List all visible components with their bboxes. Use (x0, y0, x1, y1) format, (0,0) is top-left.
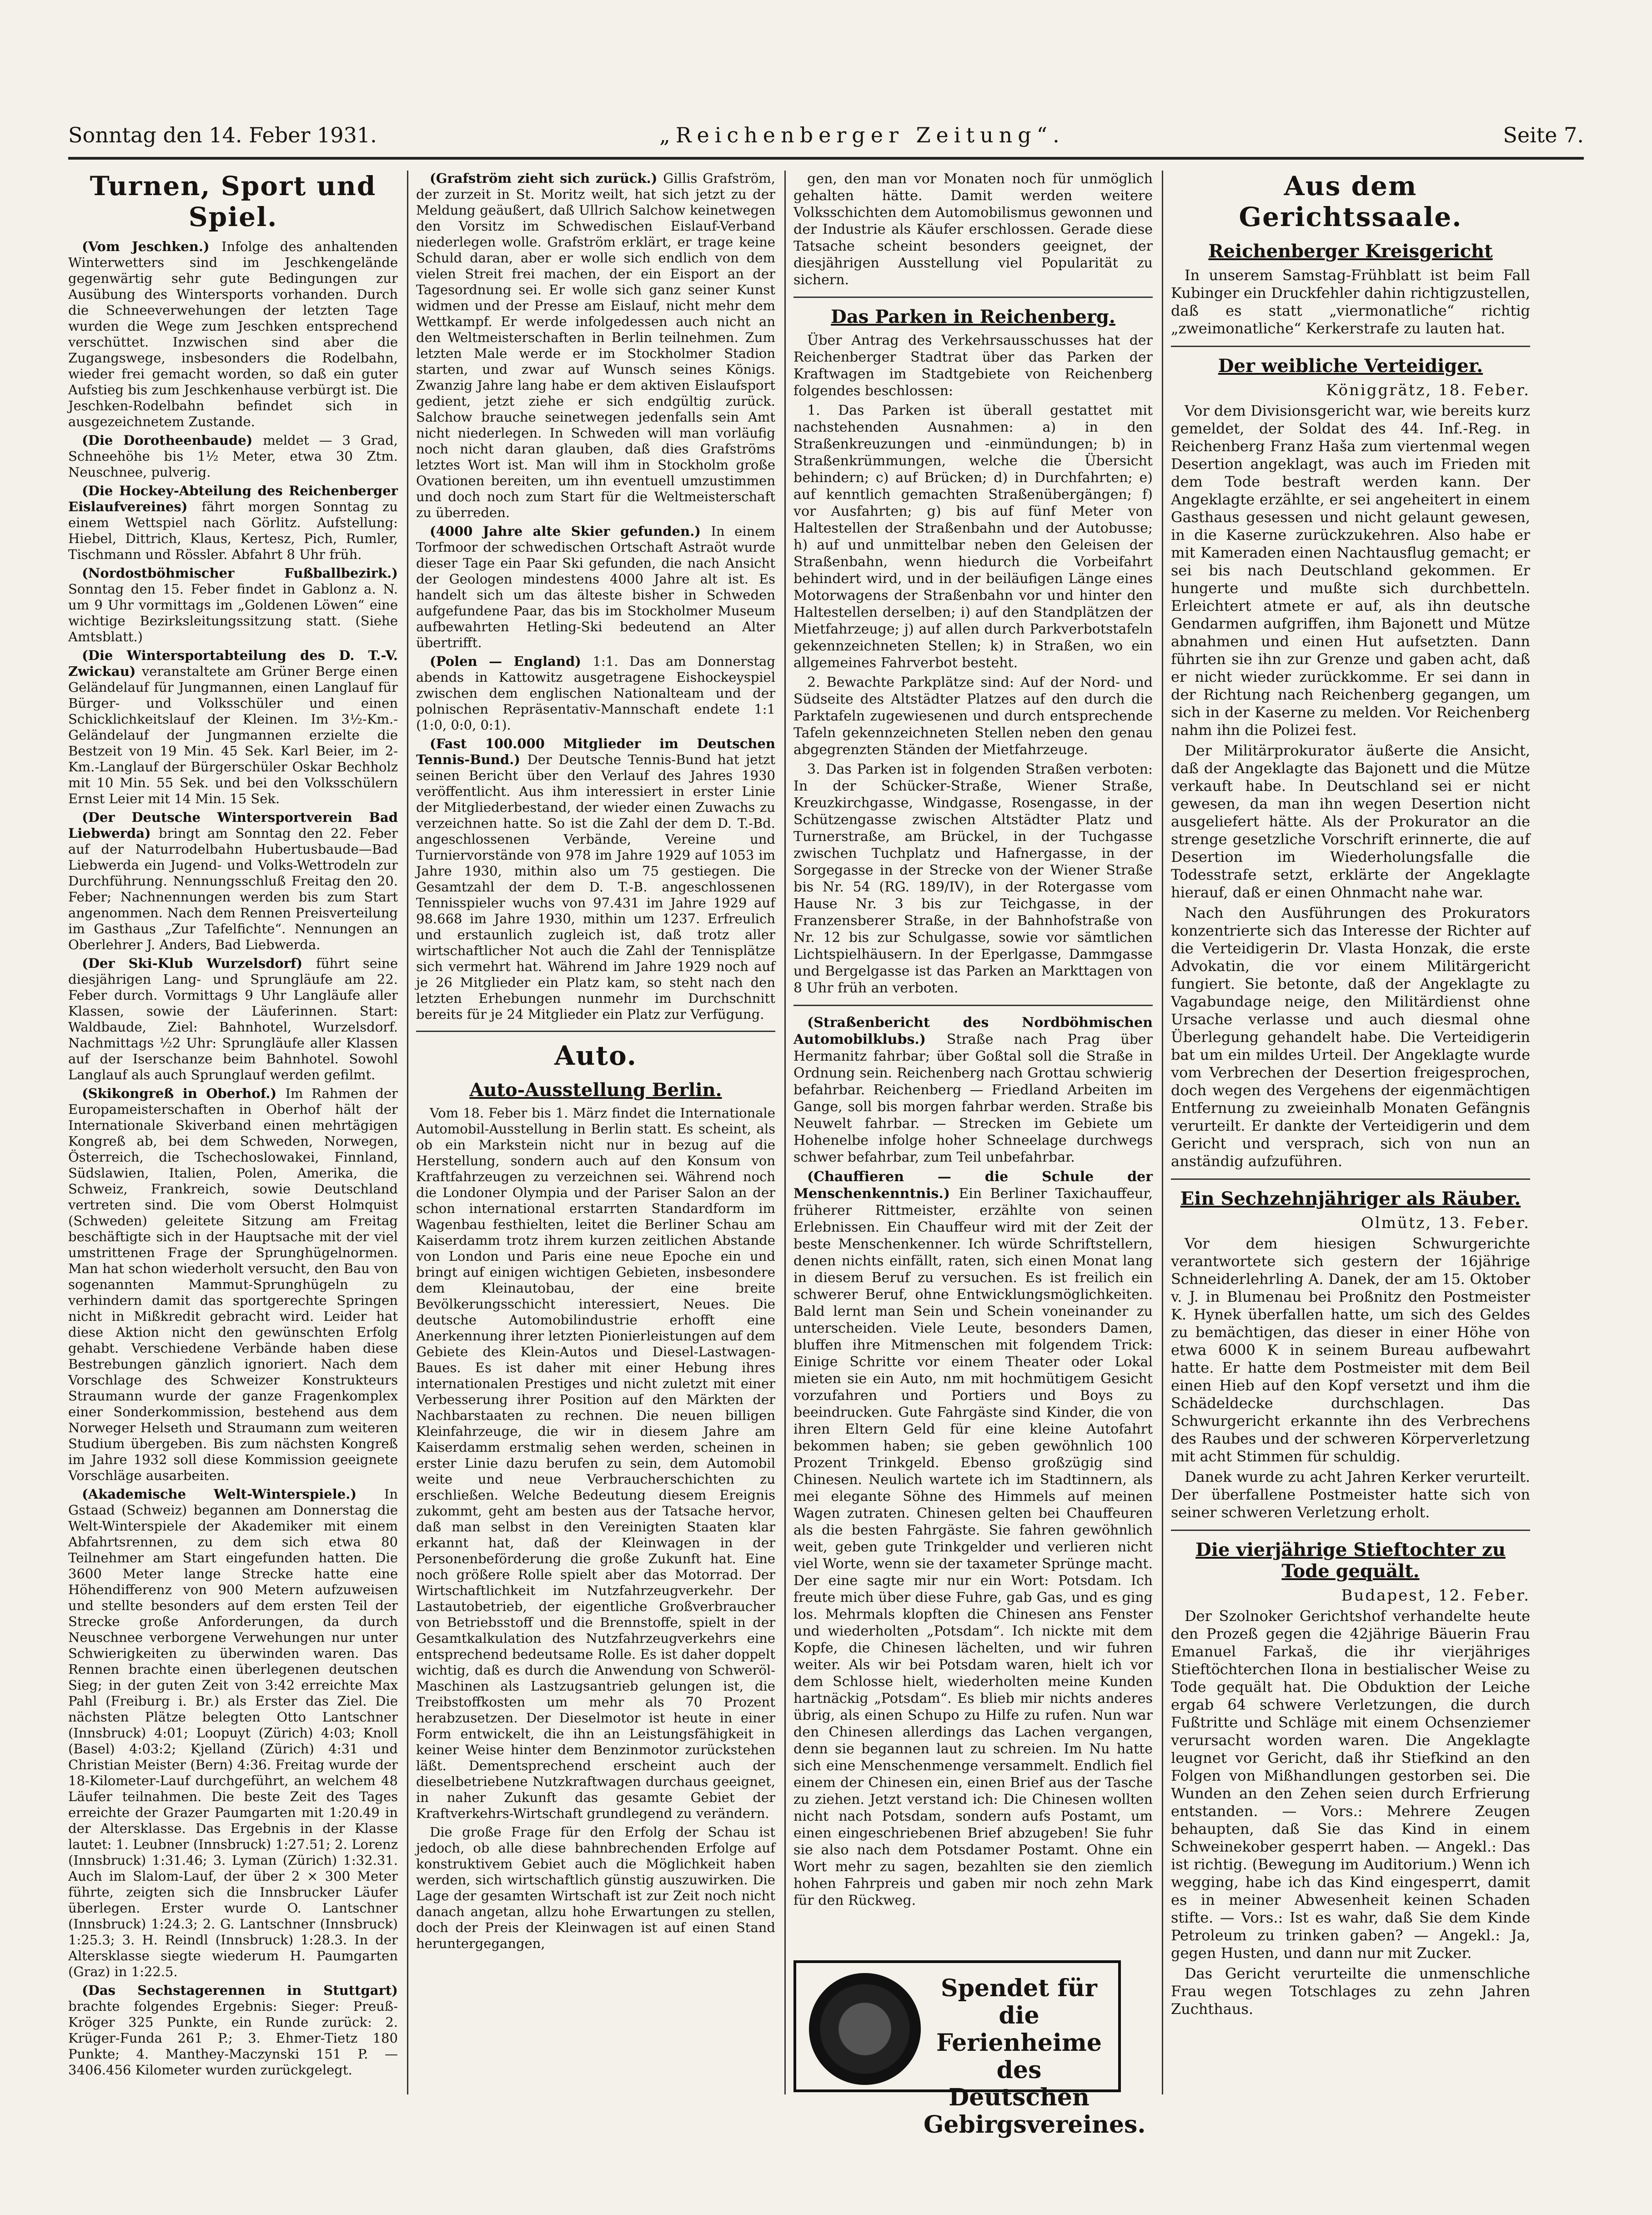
column-1 (68, 171, 398, 2081)
paragraph-text: In einem Torfmoor der schwedischen Ortschaft Astraöt wurde dieser Tage ein Paar Ski gefunden, die nach Ansicht der Geologen mindestens 4000 Jahre alt ist. Es handelt sich um das älteste bisher in Schweden aufgefundene Paar, das bis im Stockholmer Museum aufbewahrten Hetling-Ski bedeutend an Alter übertrifft. (416, 524, 775, 650)
paragraph-lead: (Die Wintersportabteilung des D. T.-V. Zwickau) (68, 648, 398, 679)
column-4 (1171, 171, 1530, 2021)
article-paragraph: Der Militärprokurator äußerte die Ansicht, daß der Angeklagte das Bajonett und die Mütze verkauft habe. In Deutschland sei er nicht gewesen, da man ihn wegen Desertion nicht ausgeliefert hätte. Als der Prokurator an die strenge gesetzliche Vorschrift erinnerte, die auf Desertion im Wiederholungsfalle die Todesstrafe setzt, erklärte der Angeklagte hierauf, daß er einen Ohnmacht nahe war. (1171, 742, 1530, 901)
paragraph-text: Vom 18. Feber bis 1. März findet die Internationale Automobil-Ausstellung in Berlin statt. Es scheint, als ob ein Markstein nicht nur in bezug auf die Herstellung, sondern auch auf den Konsum von Kraftfahrzeugen zu verzeichnen sei. Während noch die Londoner Olympia und der Pariser Salon an der schon international erstarrten Standardform im Wagenbau festhielten, leitet die Berliner Schau am Kaiserdamm trotz ihrem kurzen zeitlichen Abstande von London und Paris eine neue Epoche ein und bringt auf einigen wichtigen Gebieten, insbesondere dem Kleinautobau, der eine breite Bevölkerungsschicht interessiert, Neues. Die deutsche Automobilindustrie erhofft eine Anerkennung ihrer letzten Pionierleistungen auf dem Gebiete des Klein-Autos und Diesel-Lastwagen-Baues. Es ist daher mit einer Hebung ihres internationalen Prestiges und nicht zuletzt mit einer Verbesserung ihrer Position auf den Märkten der Nachbarstaaten zu rechnen. Die neuen billigen Kleinfahrzeuge, die wir in diesem Jahre am Kaiserdamm erstmalig sehen werden, scheinen in erster Linie dazu berufen zu sein, dem Automobil weite und neue Verbraucherschichten zu erschließen. Welche Bedeutung diesem Ereignis zukommt, geht am besten aus der Tatsache hervor, daß man selbst in den Vereinigten Staaten klar erkannt hat, daß der Kleinwagen in der Personenbeförderung die große Zukunft hat. Eine noch größere Rolle spielt aber das Motorrad. Der Wirtschaftlichkeit im Nutzfahrzeugverkehr. Der Lastautobetrieb, der eigentliche Großverbraucher von Betriebsstoff und die Brennstoffe, spielt in der Gesamtkalkulation des Nutzfahrzeugverkehrs eine entsprechend bedeutsame Rolle. Es ist daher doppelt wichtig, daß es durch die Anwendung von Schweröl-Maschinen als Lastzugsantrieb gelungen ist, die Treibstoffkosten um mehr als 70 Prozent herabzusetzen. Der Dieselmotor ist heute in einer Form entwickelt, die ihn an Leistungsfähigkeit in keiner Weise hinter dem Benzinmotor zurückstehen läßt. Dementsprechend erscheint auch der dieselbetriebene Nutzkraftwagen durchaus geeignet, in naher Zukunft das gesamte Gebiet der Kraftverkehrs-Wirtschaft grundlegend zu verändern. (416, 1105, 775, 1821)
paragraph-text: veranstaltete am Grüner Berge einen Geländelauf für Jungmannen, einen Langlauf für Bürger- und Volksschüler und einen Schicklichkeitslauf der Kleinen. Im 3½-Km.-Geländelauf der Jungmannen erzielte die Bestzeit von 19 Min. 45 Sek. Karl Beier, im 2-Km.-Langlauf der Bürgerschüler Oskar Bechholz mit 10 Min. 55 Sek. und bei den Volksschülern Ernst Leier mit 14 Min. 15 Sek. (68, 664, 398, 806)
article-paragraph (793, 1014, 1153, 1166)
dateline: Königgrätz, 18. Feber. (1326, 381, 1530, 399)
article-paragraph: Danek wurde zu acht Jahren Kerker verurteilt. Der überfallene Postmeister hatte sich von seiner schweren Verletzung erholt. (1171, 1468, 1530, 1521)
paragraph-lead: (Nordostböhmischer Fußballbezirk.) (82, 565, 398, 581)
column-2 (416, 171, 775, 1954)
column-separator (1162, 171, 1163, 2094)
auto-article-body (416, 1105, 775, 1952)
paragraph-text: Über Antrag des Verkehrsausschusses hat der Reichenberger Stadtrat über das Parken der Kraftwagen im Stadtgebiete von Reichenberg folgendes beschlossen: (793, 332, 1153, 399)
article-paragraph (68, 239, 398, 430)
paragraph-text: Gillis Grafström, der zurzeit in St. Moritz weilt, hat sich jetzt zu der Meldung geäußert, daß Ullrich Salchow keinetwegen den Vorsitz im Schwedischen Eislauf-Verband niederlegen wolle. Grafström erklärt, er trage keine Schuld daran, aber er wolle sich endlich von dem vielen Streit frei machen, der ein Eisport an der Tagesordnung sei. Er wolle sich ganz seiner Kunst widmen und der Presse am Eislauf, nicht mehr dem Wettkampf. Er werde infolgedessen auch nicht an den Weltmeisterschaften in Berlin teilnehmen. Zum letzten Male werde er im Stockholmer Stadion starten, und zwar auf Wunsch seines Königs. Zwanzig Jahre lang habe er dem aktiven Eislaufsport gedient, jetzt ziehe er sich endgültig zurück. Salchow brauche seinetwegen jedenfalls sein Amt nicht niederlegen. In Schweden will man vorläufig noch nicht daran glauben, daß dies Grafströms letztes Wort ist. Man will ihm in Stockholm große Ovationen bereiten, um ihn eventuell umzustimmen und doch noch zum Start für die Weltmeisterschaft zu überreden. (416, 171, 775, 520)
column-separator (407, 171, 408, 2094)
paragraph-text: Die große Frage für den Erfolg der Schau ist jedoch, ob alle diese bahnbrechenden Erfolge auf konstruktivem Gebiet auch die Möglichkeit haben werden, sich wirtschaftlich günstig auszuwirken. Die Lage der gesamten Wirtschaft ist zur Zeit noch nicht danach angetan, allzu hohe Erwartungen zu stellen, doch der Preis der Kleinwagen ist auf einen Stand heruntergegangen, (416, 1824, 775, 1951)
header-date: Sonntag den 14. Feber 1931. (68, 123, 377, 147)
advertisement-box (793, 1960, 1146, 2139)
article-paragraph: Vor dem Divisionsgericht war, wie bereits kurz gemeldet, der Soldat des 44. Inf.-Reg. in Reichenberg Franz Haša zum viertenmal wegen Desertion angeklagt, was auch im Frieden mit dem Tode bestraft werden kann. Der Angeklagte erzählte, er sei angeheitert in einem Gasthaus gesessen und nicht gelaunt gewesen, in die Kaserne zurückzukehren. Also habe er mit Kameraden einen Nachtausflug gemacht; er sei bis nach Deutschland gekommen. Er hungerte und mußte sich durchbetteln. Erleichtert atmete er auf, als ihn deutsche Gendarmen aufgriffen, ihm Bajonett und Mütze abnahmen und einen Hut aufsetzten. Dann führten sie ihn zur Grenze und gaben acht, daß er nicht wieder zurückkomme. Er sei dann in der Richtung nach Reichenberg gegangen, um sich in der Kaserne zu melden. Vor Reichenberg nahm ihn die Polizei fest. (1171, 402, 1530, 739)
paragraph-text: bringt am Sonntag den 22. Feber auf der Naturrodelbahn Hubertusbaude—Bad Liebwerda ein Jugend- und Volks-Wettrodeln zur Durchführung. Nennungsschluß Freitag den 20. Feber; Nachnennungen werden bis zum Start angenommen. Nach dem Rennen Preisverteilung im Gasthaus „Zur Tafelfichte“. Nennungen an Oberlehrer J. Anders, Bad Liebwerda. (68, 826, 398, 952)
article-paragraph (793, 1168, 1153, 1909)
ad-line: Ferienheime (936, 2029, 1102, 2057)
paragraph-lead: (Akademische Welt-Winterspiele.) (82, 1486, 384, 1502)
section-title-court: Aus dem Gerichtssaale. (1239, 171, 1462, 232)
paragraph-lead: (Die Dorotheenbaude) (82, 433, 263, 448)
article-paragraph (793, 761, 1153, 997)
article-paragraph (793, 332, 1153, 399)
article-paragraph (68, 1086, 398, 1484)
edelweiss-seal-icon (809, 1973, 921, 2085)
header-rule (68, 157, 1584, 160)
paragraph-text: Ein Berliner Taxichauffeur, früherer Rittmeister, erzählte von seinen Erlebnissen. Ein Chauffeur wird mit der Zeit der beste Menschenkenner. Ich würde Schriftstellern, denen nichts einfällt, raten, sich einen Monat lang in diesem Beruf zu versuchen. Es ist freilich ein schwerer Beruf, ohne Entwicklungsmöglichkeiten. Bald lernt man Sein und Schein voneinander zu unterscheiden. Viele Leute, besonders Damen, bluffen ihre Mitmenschen mit folgendem Trick: Einige Schritte vor einem Theater oder Lokal mieten sie ein Auto, nm mit hochmütigem Gesicht vorzufahren und Portiers und Boys zu beeindrucken. Gute Fahrgäste sind Kinder, die von ihren Eltern Geld für eine kleine Autofahrt bekommen haben; sie geben gewöhnlich 100 Prozent Trinkgeld. Ebenso großzügig sind Chinesen. Neulich wartete ich im Stadtinnern, als mei elegante Söhne des Himmels auf meinen Wagen zutraten. Chinesen gelten bei Chauffeuren als die besten Fahrgäste. Sie fahren gewöhnlich weit, geben gute Trinkgelder und verlieren nicht viel Worte, wenn sie der taxameter Sprünge macht. Der eine sagte mir nur ein Wort: Potsdam. Ich freute mich über diese Fuhre, gab Gas, und es ging los. Mehrmals klopften die Chinesen ans Fenster und wiederholten „Potsdam“. Ich nickte mit dem Kopfe, die Chinesen lächelten, und wir fuhren weiter. Als wir bei Potsdam waren, hielt ich vor dem Schlosse hielt, wiederholten meine Kunden hartnäckig „Potsdam“. Es blieb mir nichts anderes übrig, als einen Schupo zu Hilfe zu rufen. Nun war den Chinesen allerdings das Lachen vergangen, denn sie begannen laut zu schreien. Im Nu hatte sich eine Menschenmenge versammelt. Endlich fiel einem der Chinesen ein, einen Brief aus der Tasche zu ziehen. Jetzt verstand ich: Die Chinesen wollten nicht nach Potsdam, sondern aufs Postamt, um einen eingeschriebenen Brief abzugeben! Sie fuhr sie also nach dem Potsdamer Postamt. Ohne ein Wort mehr zu sagen, bezahlten sie den ziemlich hohen Fahrpreis und gaben mir noch zehn Mark für den Rückweg. (793, 1186, 1153, 1908)
parking-article-body (793, 332, 1153, 997)
column-3-bottom-paragraphs (793, 1014, 1153, 1909)
paragraph-text: Straße nach Prag über Hermanitz fahrbar; über Goßtal soll die Straße in Ordnung sein. Reichenberg nach Grottau schwierig befahrbar. Reichenberg — Friedland Arbeiten im Gange, soll bis morgen fahrbar werden. Straße bis Neuwelt fahrbar. — Strecken im Gebiete um Hohenelbe infolge hoher Schneelage durchwegs schwer befahrbar, zum Teil unbefahrbar. (793, 1032, 1153, 1165)
paragraph-lead: (Der Ski-Klub Wurzelsdorf) (82, 956, 316, 971)
page-header (68, 123, 1584, 155)
paragraph-text: gen, den man vor Monaten noch für unmöglich gehalten hätte. Damit werden weitere Volksschichten dem Automobilismus gewonnen und der Industrie als Käufer erschlossen. Gerade diese Tatsache scheint besonders geeignet, der diesjährigen Ausstellung viel Popularität zu sichern. (793, 171, 1153, 288)
article-paragraph (68, 1486, 398, 1980)
article-paragraph (416, 1105, 775, 1822)
column-3-top-paragraphs (793, 171, 1153, 288)
column-separator (784, 171, 786, 2094)
advertisement-text (924, 1974, 1146, 2139)
section-title-auto: Auto. (554, 1040, 637, 1071)
article-paragraph (68, 810, 398, 953)
paragraph-lead: (Grafström zieht sich zurück.) (430, 171, 663, 186)
sixteen-year-old-body (1171, 1235, 1530, 1521)
paragraph-lead: (Der Deutsche Wintersportverein Bad Liebwerda) (68, 810, 398, 841)
article-paragraph: In unserem Samstag-Frühblatt ist beim Fall Kubinger ein Druckfehler dahin richtigzustellen, daß es statt „viermonatliche“ richtig „zweimonatliche“ Kerkerstrafe zu lauten hat. (1171, 267, 1530, 337)
article-paragraph (68, 565, 398, 645)
divider (793, 297, 1153, 298)
article-paragraph (416, 171, 775, 521)
article-paragraph (416, 654, 775, 733)
article-paragraph (68, 1983, 398, 2078)
column-3 (793, 171, 1153, 1912)
article-title-parking: Das Parken in Reichenberg. (831, 306, 1115, 327)
ad-line: Gebirgsvereines. (924, 2111, 1146, 2139)
paragraph-text: fährt morgen Sonntag zu einem Wettspiel nach Görlitz. Aufstellung: Hiebel, Dittrich, Klaus, Kertesz, Pich, Rumler, Tischmann und Rössler. Abfahrt 8 Uhr früh. (68, 499, 398, 562)
article-title-court-reichenberg: Reichenberger Kreisgericht (1208, 241, 1493, 262)
article-paragraph (793, 402, 1153, 671)
paragraph-text: Sonntag den 15. Feber findet in Gablonz a. N. um 9 Uhr vormittags im „Goldenen Löwen“ eine wichtige Bezirksleitungssitzung statt. (Siehe Amtsblatt.) (68, 581, 398, 644)
article-paragraph (68, 433, 398, 480)
paragraph-text: führt seine diesjährigen Lang- und Sprungläufe am 22. Feber durch. Vormittags 9 Uhr Langläufe aller Klassen, sowie der Läuferinnen. Start: Waldbaude, Ziel: Bahnhotel, Wurzelsdorf. Nachmittags ½2 Uhr: Sprungläufe aller Klassen auf der Iserschanze beim Bahnhotel. Sowohl Langlauf als auch Sprunglauf werden gefilmt. (68, 956, 398, 1082)
female-defender-body (1171, 402, 1530, 1170)
article-title-auto-exhibition: Auto-Ausstellung Berlin. (469, 1079, 722, 1101)
article-paragraph (416, 524, 775, 651)
paragraph-text: 3. Das Parken ist in folgenden Straßen verboten: In der Schücker-Straße, Wiener Straße, Kreuzkirchgasse, Windgasse, Rosengasse, in der Schützengasse zwischen Altstädter Platz und Turnerstraße, am Brückel, in der Tuchgasse zwischen Tuchplatz und Hafnergasse, in der Sorgegasse in der Strecke von der Wiener Straße bis Nr. 54 (RG. 189/IV), in der Rotergasse vom Hause Nr. 3 bis zur Teichgasse, in der Franzensberer Straße, in der Bahnhofstraße von Nr. 12 bis zur Schulgasse, sowie vor sämtlichen Lichtspielhäusern. In der Eperlgasse, Dammgasse und Bergelgasse ist das Parken an Markttagen von 8 Uhr früh an verboten. (793, 761, 1153, 996)
paragraph-lead: (Die Hockey-Abteilung des Reichenberger Eislaufvereines) (68, 483, 398, 514)
divider (1171, 1178, 1530, 1180)
paragraph-lead: (Chauffieren — die Schule der Menschenkenntnis.) (793, 1169, 1153, 1202)
dateline: Budapest, 12. Feber. (1341, 1586, 1530, 1605)
divider (793, 1005, 1153, 1006)
paragraph-text: In Gstaad (Schweiz) begannen am Donnerstag die Welt-Winterspiele der Akademiker mit einem Abfahrtsrennen, zu dem sich etwa 80 Teilnehmer am Start eingefunden hatten. Die 3600 Meter lange Strecke hatte eine Höhendifferenz von 900 Metern aufzuweisen und stellte besonders auf dem ersten Teil der Strecke große Anforderungen, da durch Neuschnee verborgene Verwehungen nur unter Schwierigkeiten zu überwinden waren. Das Rennen brachte einen überlegenen deutschen Sieg; in der guten Zeit von 3:42 erreichte Max Pahl (Freiburg i. Br.) als Erster das Ziel. Die nächsten Plätze belegten Otto Lantschner (Innsbruck) 4:01; Loopuyt (Zürich) 4:03; Knoll (Basel) 4:03:2; Kjelland (Zürich) 4:31 und Christian Meister (Bern) 4:36. Freitag wurde der 18-Kilometer-Lauf durchgeführt, an welchem 48 Läufer teilnahmen. Die beste Zeit des Tages erreichte der Grazer Paumgarten mit 1:20.49 in der Altersklasse. Das Ergebnis in der Klasse lautet: 1. Leubner (Innsbruck) 1:27.51; 2. Lorenz (Innsbruck) 1:31.46; 3. Lyman (Zürich) 1:32.31. Auch im Slalom-Lauf, der über 2 × 300 Meter führte, zeigten sich die Innsbrucker Läufer überlegen. Erster wurde O. Lantschner (Innsbruck) 1:24.3; 2. G. Lantschner (Innsbruck) 1:25.3; 3. H. Reindl (Innsbruck) 1:28.3. In der Altersklasse siegte wiederum H. Paumgarten (Graz) in 1:22.5. (68, 1486, 398, 1979)
header-newspaper-title: „Reichenberger Zeitung“. (659, 123, 1065, 147)
paragraph-lead: (Skikongreß in Oberhof.) (82, 1086, 286, 1101)
article-title-female-defender: Der weibliche Verteidiger. (1218, 355, 1483, 377)
ad-line: Spendet für die (941, 1974, 1097, 2029)
paragraph-text: Im Rahmen der Europameisterschaften in Oberhof hält der Internationale Skiverband einen mehrtägigen Kongreß ab, bei dem Schweden, Norwegen, Österreich, die Tschechoslowakei, Finnland, Südslawien, Italien, Polen, Amerika, die Schweiz, Frankreich, sowie Deutschland vertreten sind. Die vom Oberst Holmquist (Schweden) geleitete Sitzung am Freitag beschäftigte sich in der Hauptsache mit der viel umstrittenen Frage der Sprunghügelnormen. Man hat schon wiederholt versucht, den Bau von sogenannten Mammut-Sprunghügeln zu verhindern damit das sportgerechte Springen nicht in Mißkredit gebracht wird. Leider hat diese Aktion nicht den gewünschten Erfolg gehabt. Verschiedene Verbände haben diese Bestrebungen gänzlich ignoriert. Nach dem Vorschlage des Schweizer Konstrukteurs Straumann wurde der ganze Fragenkomplex einer Sonderkommission, bestehend aus dem Norweger Helseth und Straumann zum weiteren Studium übergeben. Bis zum nächsten Kongreß im Jahre 1932 soll diese Kommission geeignete Vorschläge ausarbeiten. (68, 1086, 398, 1483)
paragraph-text: 1:1. Das am Donnerstag abends in Kattowitz ausgetragene Eishockeyspiel zwischen dem englischen Nationalteam und der polnischen Repräsentativ-Mannschaft endete 1:1 (1:0, 0:0, 0:1). (416, 654, 775, 733)
header-page-number: Seite 7. (1503, 123, 1584, 147)
article-paragraph: Das Gericht verurteilte die unmenschliche Frau wegen Totschlages zu zehn Jahren Zuchthaus. (1171, 1965, 1530, 2018)
ad-line: des Deutschen (949, 2056, 1090, 2111)
stepdaughter-body (1171, 1607, 1530, 2018)
article-paragraph: Vor dem hiesigen Schwurgerichte verantwortete sich gestern der 16jährige Schneiderlehrling A. Danek, der am 15. Oktober v. J. in Blumenau bei Proßnitz den Postmeister K. Hynek überfallen hatte, um sich des Geldes zu bemächtigen, das dieser in einer Höhe von etwa 6000 K in seinem Bureau aufbewahrt hatte. Er hatte dem Postmeister mit dem Beil einen Hieb auf den Kopf versetzt und ihm die Schädeldecke durchschlagen. Das Schwurgericht erkannte ihn des Verbrechens des Raubes und der schweren Körperverletzung mit acht Stimmen für schuldig. (1171, 1235, 1530, 1465)
article-paragraph (68, 956, 398, 1083)
article-paragraph (68, 483, 398, 563)
paragraph-lead: (Vom Jeschken.) (82, 239, 221, 254)
article-paragraph: Der Szolnoker Gerichtshof verhandelte heute den Prozeß gegen die 42jährige Bäuerin Frau Emanuel Farkaš, die ihr vierjähriges Stieftöchterchen Ilona in bestialischer Weise zu Tode gequält hat. Die Obduktion der Leiche ergab 64 schwere Verletzungen, die durch Fußtritte und Schläge mit einem Ochsenziemer verursacht worden waren. Die Angeklagte leugnet vor Gericht, daß ihr Stiefkind an den Folgen von Mißhandlungen gestorben sei. Die Wunden an den Zehen seien durch Erfrierung entstanden. — Vors.: Mehrere Zeugen behaupten, daß Sie das Kind in einem Schweinekober gesperrt haben. — Angekl.: Das ist richtig. (Bewegung im Auditorium.) Wenn ich wegging, habe ich das Kind eingesperrt, damit es in meiner Abwesenheit keinen Schaden stifte. — Vors.: Ist es wahr, daß Sie dem Kinde Petroleum zu trinken gaben? — Angekl.: Ja, gegen Husten, und dann nur mit Zucker. (1171, 1607, 1530, 1962)
paragraph-text: meldet — 3 Grad, Schneehöhe bis 1½ Meter, etwa 30 Ztm. Neuschnee, pulverig. (68, 433, 398, 480)
divider (1171, 346, 1530, 347)
article-title-sixteen-year-old: Ein Sechzehnjähriger als Räuber. (1180, 1188, 1521, 1209)
article-paragraph (416, 736, 775, 1022)
paragraph-text: 1. Das Parken ist überall gestattet mit nachstehenden Ausnahmen: a) in den Straßenkreuzungen und -einmündungen; b) in Straßenkrümmungen, welche die Übersicht behindern; c) auf Brücken; d) in Durchfahrten; e) auf kenntlich gemachten Straßenübergängen; f) vor Ausfahrten; g) bis auf fünf Meter von Haltestellen der Straßenbahn und der Autobusse; h) auf und unmittelbar neben den Geleisen der Straßenbahn, wenn hiedurch die Vorbeifahrt behindert wird, und in der beiläufigen Länge eines Motorwagens der Straßenbahn vor und hinter den Haltestellen derselben; i) auf den Standplätzen der Mietfahrzeuge; j) auf allen durch Parkverbotstafeln gekennzeichneten Stellen; k) in Straßen, wo ein allgemeines Fahrverbot besteht. (793, 403, 1153, 671)
paragraph-text: Infolge des anhaltenden Winterwetters sind im Jeschkengelände gegenwärtig sehr gute Bedingungen zur Ausübung des Wintersports vorhanden. Durch die Schneeverwehungen der letzten Tage wurden die Wege zum Jeschken entsprechend verschüttet. Inzwischen sind aber die Zugangswege, insbesonders die Rodelbahn, wieder frei gemacht worden, so daß ein guter Aufstieg bis zum Jeschkenhause verbürgt ist. Die Jeschken-Rodelbahn befindet sich in ausgezeichnetem Zustande. (68, 239, 398, 429)
article-title-stepdaughter: Die vierjährige Stieftochter zu Tode gequält. (1195, 1539, 1506, 1582)
paragraph-text: brachte folgendes Ergebnis: Sieger: Preuß-Kröger 325 Punkte, ein Runde zurück: 2. Krüger-Funda 261 P.; 3. Ehmer-Tietz 180 Punkte; 4. Manthey-Maczynski 151 P. — 3406.456 Kilometer wurden zurückgelegt. (68, 1999, 398, 2078)
paragraph-text: Der Deutsche Tennis-Bund hat jetzt seinen Bericht über den Verlauf des Jahres 1930 veröffentlicht. Aus ihm interessiert in erster Linie der Mitgliederbestand, der wieder einen Zuwachs zu verzeichnen hatte. So ist die Zahl der dem D. T.-Bd. angeschlossenen Verbände, Vereine und Turniervorstände von 978 im Jahre 1929 auf 1053 im Jahre 1930, mithin also um 75 gestiegen. Die Gesamtzahl der dem D. T.-B. angeschlossenen Tennisspieler wuchs von 97.431 im Jahre 1929 auf 98.668 im Jahre 1930, mithin um 1237. Erfreulich und erstaunlich zugleich ist, daß trotz aller wirtschaftlicher Not auch die Zahl der Tennisplätze sich vermehrt hat. Während im Jahre 1929 noch auf je 26 Mitglieder ein Platz kam, so steht nach den letzten Erhebungen nunmehr im Durchschnitt bereits für je 24 Mitglieder ein Platz zur Verfügung. (416, 752, 775, 1022)
article-paragraph: Nach den Ausführungen des Prokurators konzentrierte sich das Interesse der Richter auf die Verteidigerin Dr. Vlasta Honzak, die erste Advokatin, die vor einem Militärgericht fungiert. Sie betonte, daß der Angeklagte zu Vagabundage neige, den Militärdienst ohne Ursache verlasse und auch diesmal ohne Überlegung gehandelt habe. Die Verteidigerin bat um ein mildes Urteil. Der Angeklagte wurde vom Verbrechen der Desertion freigesprochen, doch wegen des Vergehens der eigenmächtigen Entfernung zu zweieinhalb Monaten Gefängnis verurteilt. Er dankte der Verteidigerin und dem Gericht und versprach, sich von nun an anständig aufzuführen. (1171, 904, 1530, 1170)
paragraph-lead: (Das Sechstagerennen in Stuttgart) (82, 1983, 398, 1998)
article-paragraph (416, 1824, 775, 1952)
article-paragraph (793, 171, 1153, 288)
article-paragraph (793, 674, 1153, 758)
section-title-sport: Turnen, Sport und Spiel. (90, 171, 377, 232)
column-1-paragraphs (68, 239, 398, 2078)
paragraph-lead: (Fast 100.000 Mitglieder im Deutschen Tennis-Bund.) (416, 736, 775, 767)
dateline: Olmütz, 13. Feber. (1361, 1214, 1530, 1232)
paragraph-text: 2. Bewachte Parkplätze sind: Auf der Nord- und Südseite des Altstädter Platzes auf den durch die Parktafeln zugewiesenen und durch entsprechende Tafeln gekennzeichneten Stellen neben den genau abgegrenzten Ständen der Mietfahrzeuge. (793, 675, 1153, 758)
paragraph-lead: (Straßenbericht des Nordböhmischen Automobilklubs.) (793, 1015, 1153, 1047)
paragraph-lead: (4000 Jahre alte Skier gefunden.) (430, 524, 711, 539)
paragraph-lead: (Polen — England) (430, 654, 593, 669)
article-paragraph (68, 648, 398, 807)
divider (416, 1031, 775, 1032)
column-2-paragraphs (416, 171, 775, 1022)
divider (1171, 1530, 1530, 1531)
